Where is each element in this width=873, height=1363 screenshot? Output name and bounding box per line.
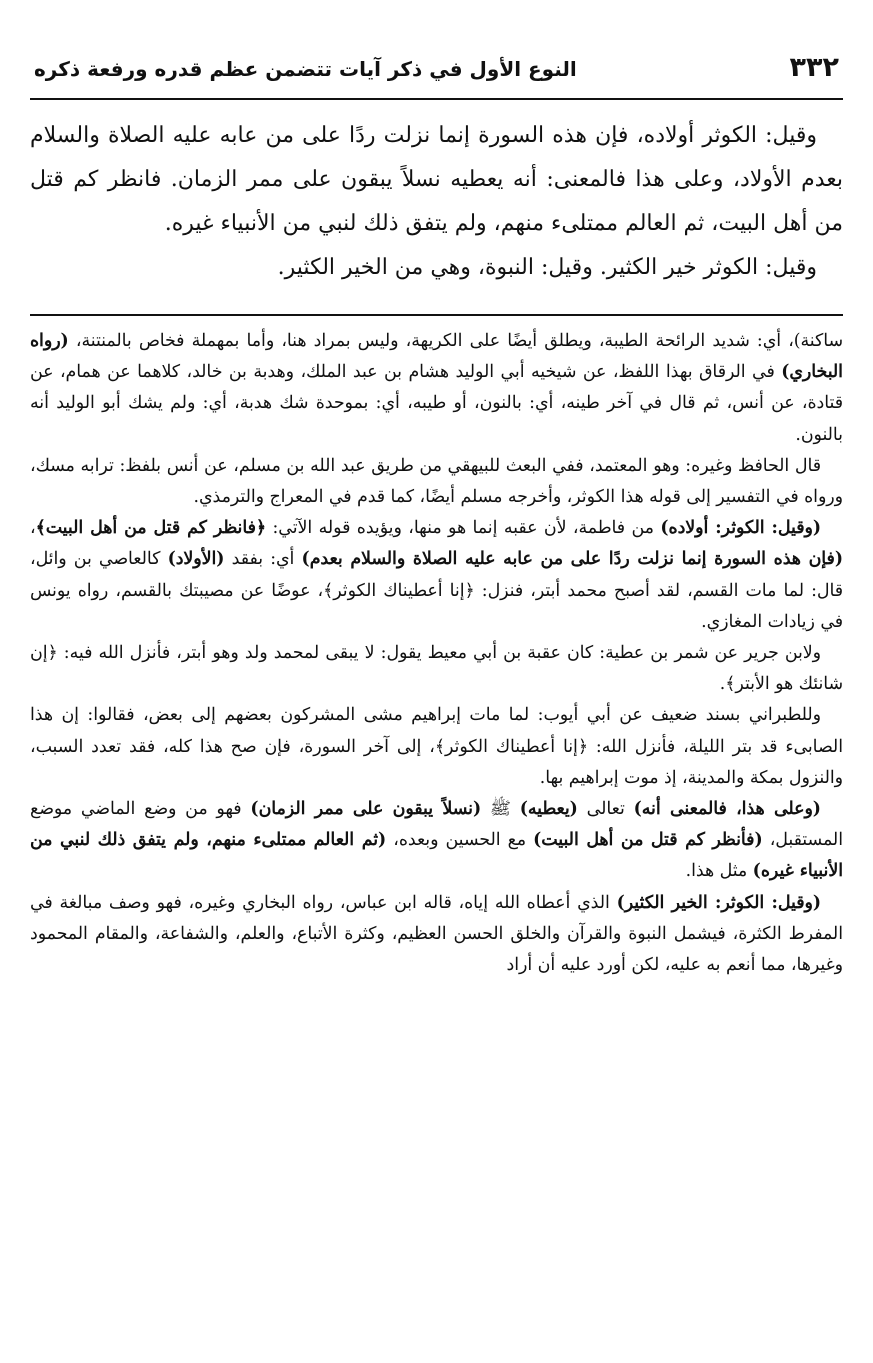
commentary-text: أي: بفقد [224, 549, 302, 570]
commentary-paragraph: ولابن جرير عن شمر بن عطية: كان عقبة بن أبي معيط يقول: لا يبقى لمحمد ولد وهو أبتر، فأنزل الله فيه: ﴿إن شانئك هو الأبتر﴾. [30, 643, 843, 695]
footnote-separator [30, 314, 843, 316]
commentary-bold-text: (يعطيه) [519, 799, 578, 820]
commentary-paragraph: وللطبراني بسند ضعيف عن أبي أيوب: لما مات إبراهيم مشى المشركون بعضهم إلى بعض، فقالوا: إن هذا الصابىء قد بتر الليلة، فأنزل الله: ﴿إنا أعطيناك الكوثر﴾، إلى آخر السورة، فإن صح هذا كله، فقد تعدد السبب، والنزول بمكة والمدينة، إذ موت إبراهيم بها. [30, 705, 843, 788]
commentary-text: ، [30, 518, 36, 539]
commentary-paragraph [30, 326, 843, 451]
page-number: ٣٣٢ [789, 52, 839, 83]
commentary-bold-text: (نسلاً يبقون على ممر الزمان) [250, 799, 482, 820]
book-page [30, 52, 843, 981]
commentary-text: في الرقاق بهذا اللفظ، عن شيخيه أبي الوليد هشام بن عبد الملك، وهدبة بن خالد، كلاهما عن همام، عن قتادة، عن أنس، ثم قال في آخر طينه، أي: بالنون، أو طيبه، أي: بموحدة شك هدبة، أي: ولم يشك أبو الوليد أنه بالنون. [30, 362, 843, 445]
commentary-bold-text: (وقيل: الكوثر: الخير الكثير) [616, 892, 822, 913]
page-header [30, 52, 843, 100]
commentary-text: مع الحسين وبعده، [386, 830, 534, 851]
commentary-text: فهو من وضع الماضي موضع المستقبل، [30, 799, 843, 851]
commentary-bold-text: (ثم العالم ممتلىء منهم، ولم يتفق ذلك لنبي من الأنبياء غيره) [30, 830, 843, 882]
commentary-bold-text: (وقيل: الكوثر: أولاده) [660, 518, 821, 539]
commentary-text: ساكنة)، أي: شديد الرائحة الطيبة، ويطلق أيضًا على الكريهة، وليس بمراد هنا، وأما بمهملة فخاص بالمنتنة، [68, 331, 843, 351]
commentary [30, 326, 843, 981]
commentary-text: من فاطمة، لأن عقبه إنما هو منها، ويؤيده قوله الآتي: [266, 518, 661, 539]
running-title: النوع الأول في ذكر آيات تتضمن عظم قدره ورفعة ذكره [34, 57, 577, 81]
main-paragraph: وقيل: الكوثر خير الكثير. وقيل: النبوة، وهي من الخير الكثير. [277, 255, 817, 280]
commentary-text: كالعاصي بن وائل، قال: لما مات القسم، لقد أصبح محمد أبتر، فنزل: ﴿إنا أعطيناك الكوثر﴾، عوضًا عن مصيبتك بالقسم، رواه يونس في زيادات المغازي. [30, 549, 843, 632]
commentary-bold-text: (رواه البخاري) [30, 331, 843, 383]
commentary-bold-text: (فأنظر كم قتل من أهل البيت) [533, 830, 763, 851]
commentary-text: ﷺ [481, 799, 520, 820]
commentary-bold-text: (وعلى هذا، فالمعنى أنه) [633, 799, 821, 820]
commentary-paragraph [30, 513, 843, 638]
commentary-paragraph [30, 794, 843, 888]
commentary-text: مثل هذا. [685, 861, 753, 882]
commentary-bold-text: ﴿فانظر كم قتل من أهل البيت﴾ [35, 518, 266, 539]
commentary-text: تعالى [577, 799, 634, 820]
commentary-bold-text: (الأولاد) [167, 549, 225, 570]
main-paragraph: وقيل: الكوثر أولاده، فإن هذه السورة إنما نزلت ردًا على من عابه عليه الصلاة والسلام بعدم الأولاد، وعلى هذا فالمعنى: أنه يعطيه نسلاً يبقون على ممر الزمان. فانظر كم قتل من أهل البيت، ثم العالم ممتلىء منهم، ولم يتفق ذلك لنبي من الأنبياء غيره. [30, 123, 843, 236]
commentary-paragraph: قال الحافظ وغيره: وهو المعتمد، ففي البعث للبيهقي من طريق عبد الله بن مسلم، عن أنس بلفظ: ترابه مسك، ورواه في التفسير إلى قوله هذا الكوثر، وأخرجه مسلم أيضًا، كما قدم في المعراج والترمذي. [30, 455, 843, 508]
commentary-bold-text: (فإن هذه السورة إنما نزلت ردًا على من عابه عليه الصلاة والسلام بعدم) [301, 549, 843, 570]
commentary-paragraph [30, 888, 843, 982]
commentary-text: الذي أعطاه الله إياه، قاله ابن عباس، رواه البخاري وغيره، فهو وصف مبالغة في المفرط الكثرة، فيشمل النبوة والقرآن والخلق الحسن العظيم، وكثرة الأتباع، والعلم، والشفاعة، والمقام المحمود وغيرها، مما أنعم به عليه، لكن أورد عليه أن أراد [30, 892, 843, 976]
main-text [30, 114, 843, 290]
